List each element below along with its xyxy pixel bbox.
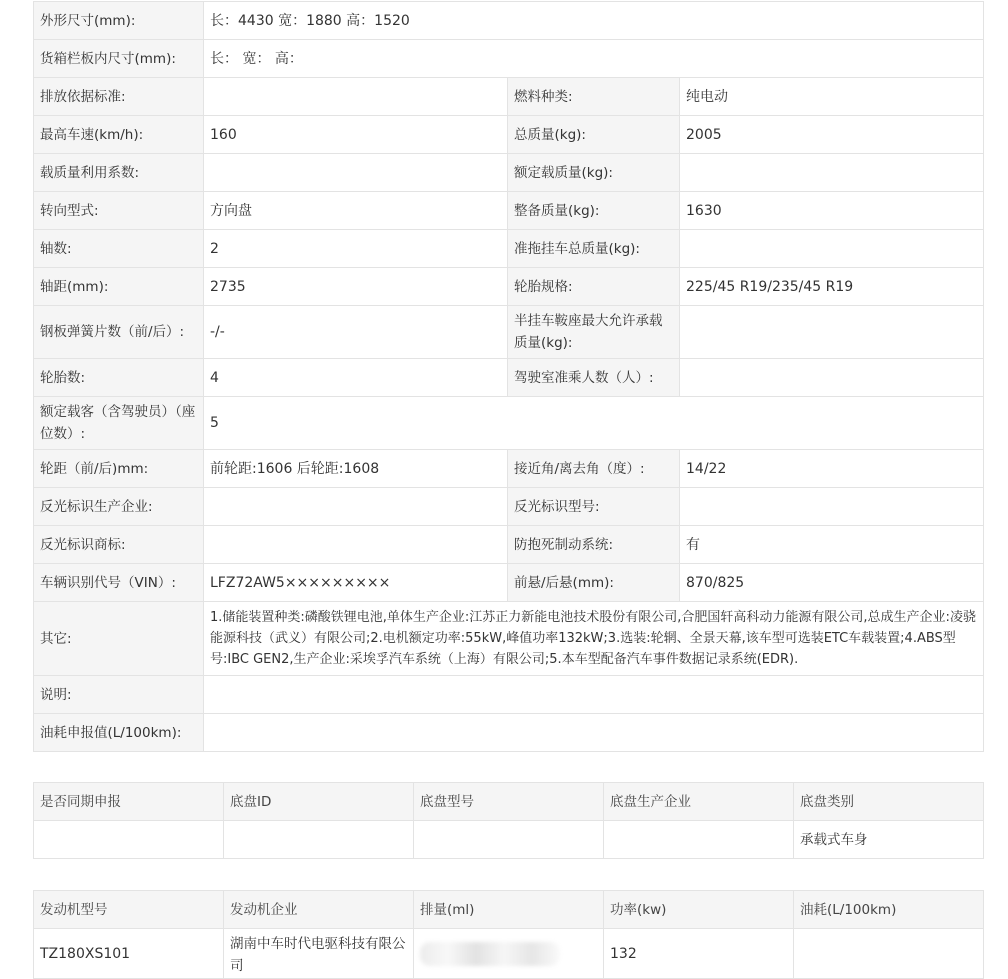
table-row [34, 359, 984, 397]
semitrailer-load-label: 半挂车鞍座最大允许承载质量(kg): [508, 306, 680, 359]
table-row [34, 397, 984, 450]
blurred-overlay [420, 942, 560, 966]
max-speed-value: 160 [204, 116, 508, 154]
trailer-mass-label: 准拖挂车总质量(kg): [508, 230, 680, 268]
engine-header-model: 发动机型号 [34, 891, 224, 929]
chassis-header-simultaneous: 是否同期申报 [34, 783, 224, 821]
fuel-type-value: 纯电动 [680, 78, 984, 116]
curb-mass-value: 1630 [680, 192, 984, 230]
table-row [34, 230, 984, 268]
approach-departure-value: 14/22 [680, 450, 984, 488]
table-row [34, 2, 984, 40]
tire-spec-label: 轮胎规格: [508, 268, 680, 306]
engine-cell-displacement [414, 929, 604, 979]
table-row [34, 268, 984, 306]
semitrailer-load-value [680, 306, 984, 359]
engine-cell-fuel [794, 929, 984, 979]
chassis-header-category: 底盘类别 [794, 783, 984, 821]
total-mass-value: 2005 [680, 116, 984, 154]
cargo-size-value: 长： 宽： 高： [204, 40, 984, 78]
load-coefficient-label: 载质量利用系数: [34, 154, 204, 192]
table-row [34, 676, 984, 714]
table-row [34, 821, 984, 859]
chassis-cell-simultaneous [34, 821, 224, 859]
table-row [34, 564, 984, 602]
engine-cell-model: TZ180XS101 [34, 929, 224, 979]
reflector-maker-value [204, 488, 508, 526]
reflector-model-value [680, 488, 984, 526]
table-row [34, 714, 984, 752]
vin-value: LFZ72AW5××××××××× [204, 564, 508, 602]
load-coefficient-value [204, 154, 508, 192]
approach-departure-label: 接近角/离去角（度）: [508, 450, 680, 488]
rated-load-value [680, 154, 984, 192]
engine-header-fuel: 油耗(L/100km) [794, 891, 984, 929]
fuel-type-label: 燃料种类: [508, 78, 680, 116]
wheelbase-value: 2735 [204, 268, 508, 306]
engine-header-maker: 发动机企业 [224, 891, 414, 929]
steering-label: 转向型式: [34, 192, 204, 230]
track-width-label: 轮距（前/后)mm: [34, 450, 204, 488]
curb-mass-label: 整备质量(kg): [508, 192, 680, 230]
table-row [34, 488, 984, 526]
cab-capacity-label: 驾驶室准乘人数（人）: [508, 359, 680, 397]
chassis-cell-model [414, 821, 604, 859]
fuel-consumption-label: 油耗申报值(L/100km): [34, 714, 204, 752]
table-row [34, 40, 984, 78]
chassis-cell-category: 承载式车身 [794, 821, 984, 859]
engine-cell-power: 132 [604, 929, 794, 979]
other-value: 1.储能装置种类:磷酸铁锂电池,单体生产企业:江苏正力新能电池技术股份有限公司,合肥国轩高科动力能源有限公司,总成生产企业:凌骁能源科技（武义）有限公司;2.电机额定功率:55kW,峰值功率132kW;3.选装:轮辋、全景天幕,该车型可选装ETC车载装置;4.ABS型号:IBC GEN2,生产企业:采埃孚汽车系统（上海）有限公司;5.本车型配备汽车事件数据记录系统(EDR). [204, 602, 984, 676]
track-width-value: 前轮距:1606 后轮距:1608 [204, 450, 508, 488]
table-row [34, 602, 984, 676]
chassis-header-maker: 底盘生产企业 [604, 783, 794, 821]
fuel-consumption-value [204, 714, 984, 752]
chassis-table [33, 782, 984, 859]
table-header-row [34, 783, 984, 821]
rated-seats-value: 5 [204, 397, 984, 450]
table-row [34, 450, 984, 488]
engine-header-power: 功率(kw) [604, 891, 794, 929]
trailer-mass-value [680, 230, 984, 268]
steering-value: 方向盘 [204, 192, 508, 230]
tire-count-label: 轮胎数: [34, 359, 204, 397]
table-header-row [34, 891, 984, 929]
chassis-cell-maker [604, 821, 794, 859]
table-row [34, 929, 984, 979]
table-row [34, 154, 984, 192]
engine-table [33, 890, 984, 979]
engine-header-displacement: 排量(ml) [414, 891, 604, 929]
tire-spec-value: 225/45 R19/235/45 R19 [680, 268, 984, 306]
reflector-model-label: 反光标识型号: [508, 488, 680, 526]
abs-label: 防抱死制动系统: [508, 526, 680, 564]
cab-capacity-value [680, 359, 984, 397]
abs-value: 有 [680, 526, 984, 564]
table-row [34, 116, 984, 154]
reflector-brand-value [204, 526, 508, 564]
wheelbase-label: 轴距(mm): [34, 268, 204, 306]
leaf-spring-value: -/- [204, 306, 508, 359]
reflector-brand-label: 反光标识商标: [34, 526, 204, 564]
table-row [34, 526, 984, 564]
rated-load-label: 额定载质量(kg): [508, 154, 680, 192]
chassis-header-id: 底盘ID [224, 783, 414, 821]
emission-standard-label: 排放依据标准: [34, 78, 204, 116]
chassis-header-model: 底盘型号 [414, 783, 604, 821]
note-value [204, 676, 984, 714]
rated-seats-label: 额定载客（含驾驶员）（座位数）: [34, 397, 204, 450]
other-label: 其它: [34, 602, 204, 676]
chassis-cell-id [224, 821, 414, 859]
overhang-value: 870/825 [680, 564, 984, 602]
vin-label: 车辆识别代号（VIN）: [34, 564, 204, 602]
emission-standard-value [204, 78, 508, 116]
leaf-spring-label: 钢板弹簧片数（前/后）: [34, 306, 204, 359]
tire-count-value: 4 [204, 359, 508, 397]
table-row [34, 192, 984, 230]
dimensions-label: 外形尺寸(mm): [34, 2, 204, 40]
dimensions-value: 长：4430 宽：1880 高：1520 [204, 2, 984, 40]
reflector-maker-label: 反光标识生产企业: [34, 488, 204, 526]
engine-cell-maker: 湖南中车时代电驱科技有限公司 [224, 929, 414, 979]
note-label: 说明: [34, 676, 204, 714]
vehicle-spec-table [33, 1, 984, 752]
axle-count-value: 2 [204, 230, 508, 268]
axle-count-label: 轴数: [34, 230, 204, 268]
table-row [34, 306, 984, 359]
max-speed-label: 最高车速(km/h): [34, 116, 204, 154]
total-mass-label: 总质量(kg): [508, 116, 680, 154]
table-row [34, 78, 984, 116]
cargo-size-label: 货箱栏板内尺寸(mm): [34, 40, 204, 78]
overhang-label: 前悬/后悬(mm): [508, 564, 680, 602]
